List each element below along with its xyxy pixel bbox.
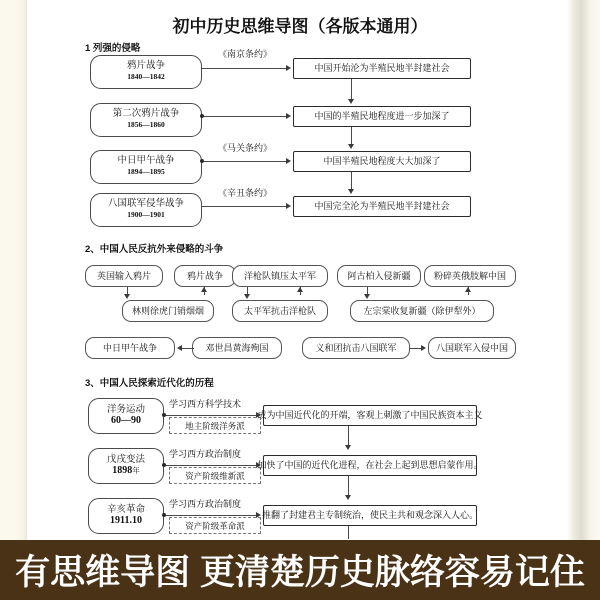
s2-row1-node-2[interactable] <box>174 265 236 287</box>
war-years: 1856—1860 <box>127 120 165 130</box>
s2-row1-node-3[interactable] <box>232 265 328 287</box>
bottom-banner <box>0 540 600 600</box>
s3-event-node-3[interactable] <box>88 498 164 534</box>
s3-junction-dot-2 <box>162 463 166 467</box>
node-label: 左宗棠收复新疆（除伊犁外） <box>363 305 481 316</box>
event-years: 1898年 <box>112 464 140 476</box>
connector-war2 <box>202 116 287 117</box>
s3-arrow-down-1 <box>345 445 351 450</box>
s2-arrow-up-f <box>465 287 471 292</box>
war-node-3[interactable] <box>90 150 202 184</box>
s2-row2-node-2[interactable] <box>232 300 328 322</box>
result-text: 中国半殖民地程度大大加深了 <box>323 156 441 166</box>
s2-arrow-up-b <box>201 287 207 292</box>
event-years: 1911.10 <box>110 514 142 526</box>
node-label: 义和团抗击八国联军 <box>315 342 397 353</box>
s2-row3-node-4[interactable] <box>428 337 516 359</box>
s3-faction-box-1[interactable]: 地主阶级洋务派 <box>169 417 261 434</box>
connector-war4 <box>202 206 287 207</box>
chain-line-3 <box>351 172 352 190</box>
war-name: 鸦片战争 <box>126 61 165 72</box>
s3-method-label-2: 学习西方政治制度 <box>169 449 242 459</box>
s2-arrow-right-h <box>421 345 426 351</box>
s3-conn-3 <box>164 515 257 516</box>
s2-arrow-down-c <box>244 294 250 299</box>
result-text: 成为中国近代化的开端，客观上刺激了中国民族资本主义 <box>257 410 483 420</box>
node-label: 阿古柏入侵新疆 <box>347 270 411 281</box>
chain-line-1 <box>351 79 352 100</box>
result-node-1[interactable] <box>293 58 471 79</box>
s2-row3-node-2[interactable] <box>192 337 282 359</box>
s3-method-label-1: 学习西方科学技术 <box>169 399 242 409</box>
event-name: 辛亥革命 <box>106 504 145 515</box>
junction-dot-war3 <box>200 159 204 163</box>
s2-arrow-up-d <box>297 287 303 292</box>
node-label: 中日甲午战争 <box>102 342 157 353</box>
s2-row3-node-3[interactable] <box>302 337 410 359</box>
treaty-label-4: 《辛丑条约》 <box>218 188 273 198</box>
s3-chain-2 <box>348 476 349 496</box>
arrow-right-war1 <box>286 65 291 71</box>
node-label: 洋枪队镇压太平军 <box>243 270 316 281</box>
node-label: 英国输入鸦片 <box>96 270 151 281</box>
war-years: 1894—1895 <box>127 167 165 177</box>
connector-war3 <box>202 161 287 162</box>
s3-faction-box-2[interactable]: 资产阶级维新派 <box>169 467 261 484</box>
arrow-right-war2 <box>286 113 291 119</box>
page-edge-right <box>567 0 600 540</box>
s2-row1-node-1[interactable] <box>85 265 163 287</box>
s3-event-node-2[interactable] <box>88 448 164 484</box>
junction-dot-war2 <box>200 114 204 118</box>
result-node-2[interactable] <box>293 106 471 127</box>
s3-result-node-1[interactable] <box>257 405 483 426</box>
result-text: 推翻了封建君主专制统治，使民主共和观念深入人心。 <box>262 510 479 520</box>
s2-row1-node-4[interactable] <box>337 265 421 287</box>
result-text: 中国完全沦为半殖民地半封建社会 <box>314 201 450 211</box>
s2-row2-node-1[interactable] <box>122 300 214 322</box>
s3-result-node-3[interactable] <box>263 505 477 526</box>
war-node-4[interactable] <box>90 193 202 227</box>
s3-method-label-3: 学习西方政治制度 <box>169 499 242 509</box>
node-label: 邓世昌黄海殉国 <box>205 342 269 353</box>
s3-arrow-right-3 <box>256 512 261 518</box>
chain-line-2 <box>351 127 352 145</box>
s3-result-node-2[interactable] <box>257 455 483 476</box>
arrow-right-war4 <box>286 203 291 209</box>
banner-text: 有思维导图 更清楚历史脉络容易记住 <box>15 553 585 592</box>
s3-conn-1 <box>164 415 257 416</box>
section-2-heading: 2、中国人民反抗外来侵略的斗争 <box>85 244 224 255</box>
war-name: 八国联军侵华战争 <box>107 199 184 210</box>
s3-faction-box-3[interactable]: 资产阶级革命派 <box>169 517 261 534</box>
s3-arrow-right-1 <box>256 412 261 418</box>
event-name: 洋务运动 <box>106 404 145 415</box>
node-label: 八国联军入侵中国 <box>435 342 508 353</box>
s3-chain-1 <box>348 426 349 446</box>
s2-arrow-down-e <box>364 294 370 299</box>
s3-arrow-down-2 <box>345 495 351 500</box>
page-title: 初中历史思维导图（各版本通用） <box>172 17 428 36</box>
war-node-1[interactable] <box>90 55 202 89</box>
result-text: 中国开始沦为半殖民地半封建社会 <box>314 63 450 73</box>
section-1-heading: 1 列强的侵略 <box>85 43 141 54</box>
war-name: 第二次鸦片战争 <box>112 109 180 120</box>
arrow-right-war3 <box>286 158 291 164</box>
s2-row2-node-3[interactable] <box>350 300 494 322</box>
treaty-label-1: 《南京条约》 <box>218 49 273 59</box>
arrow-down-2 <box>348 144 354 149</box>
s3-junction-dot-1 <box>162 413 166 417</box>
war-node-2[interactable] <box>90 103 202 137</box>
s2-row1-node-5[interactable] <box>424 265 516 287</box>
result-text: 加快了中国的近代化进程，在社会上起到思想启蒙作用。 <box>257 460 483 470</box>
arrow-down-1 <box>348 99 354 104</box>
s3-junction-dot-3 <box>162 513 166 517</box>
s2-conn-g <box>182 348 194 349</box>
arrow-down-3 <box>348 189 354 194</box>
s3-conn-2 <box>164 465 257 466</box>
page-edge-left <box>0 0 27 540</box>
result-node-4[interactable] <box>293 196 471 217</box>
event-name: 戊戌变法 <box>106 454 145 465</box>
s3-arrow-right-2 <box>256 462 261 468</box>
s2-arrow-down-a <box>124 294 130 299</box>
event-years: 60—90 <box>111 414 141 426</box>
result-node-3[interactable] <box>293 151 471 172</box>
node-label: 粉碎英俄肢解中国 <box>433 270 506 281</box>
node-label: 鸦片战争 <box>186 270 223 281</box>
s2-arrow-left-g <box>177 345 182 351</box>
result-text: 中国的半殖民地程度进一步加深了 <box>314 111 450 121</box>
war-name: 中日甲午战争 <box>117 156 175 167</box>
node-label: 太平军抗击洋枪队 <box>243 305 316 316</box>
s3-chain-3 <box>348 526 349 539</box>
connector-war1 <box>202 68 287 69</box>
treaty-label-3: 《马关条约》 <box>218 143 273 153</box>
s2-row3-node-1[interactable] <box>85 337 175 359</box>
war-years: 1840—1842 <box>127 72 165 82</box>
s3-event-node-1[interactable] <box>88 398 164 434</box>
war-years: 1900—1901 <box>127 210 165 220</box>
node-label: 林则徐虎门销烟烟 <box>131 305 204 316</box>
section-3-heading: 3、中国人民探索近代化的历程 <box>85 378 214 389</box>
